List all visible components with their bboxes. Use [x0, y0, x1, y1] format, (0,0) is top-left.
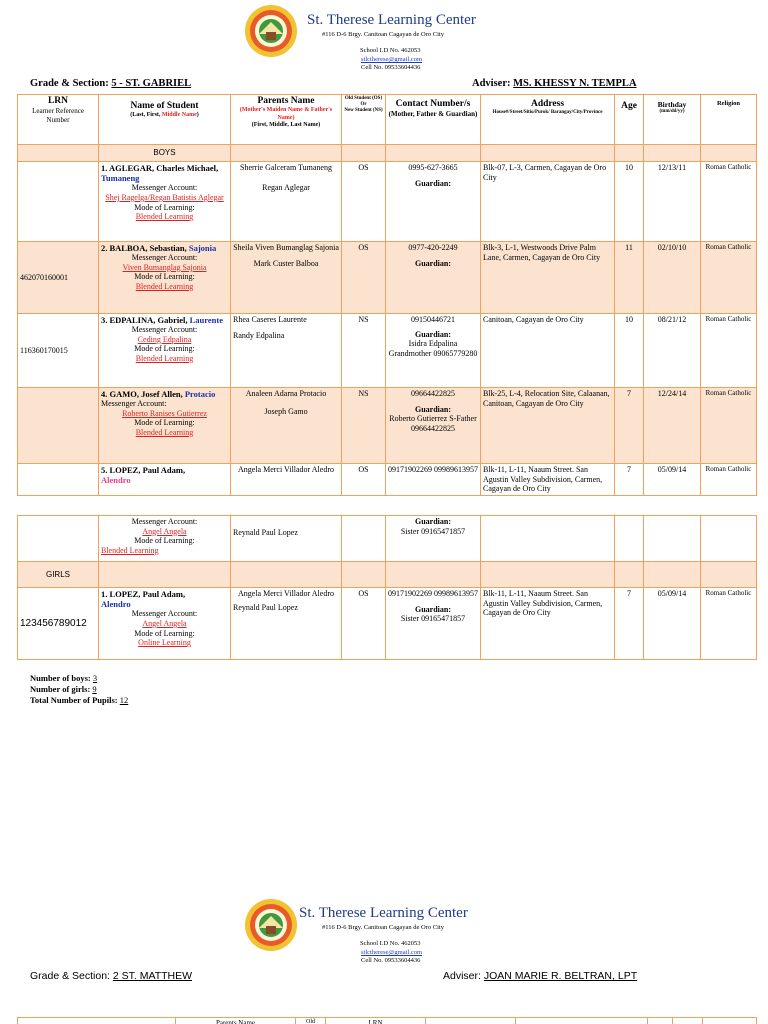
- grade-section-value-2: 2 ST. MATTHEW: [112, 970, 193, 982]
- student-table-page2: Parents Name Old LRN: [17, 1017, 757, 1024]
- messenger-link[interactable]: Angel Angela: [142, 526, 187, 536]
- table-row: 4. GAMO, Josef Allen, Protacio Messenger Account: Roberto Ranises Gutierrez Mode of Learning: Blended Learning Analeen Adarna Protacio Joseph Gamo NS 09664422825 Guardian: Roberto Gutierrez S-Father 09664422825 Blk-25, L-4, Relocation Site, Calaanan, Canitoan, Cagayan de Oro City 7 12/24/14 Roman Catholic: [18, 388, 757, 464]
- col-birthday: Birthday (mm/dd/yy): [644, 95, 701, 145]
- parents-cell: Angela Merci Villador Aledro Reynald Paul Lopez: [231, 588, 342, 660]
- parents-cell: Analeen Adarna Protacio Joseph Gamo: [231, 388, 342, 464]
- page2-header: [0, 894, 768, 964]
- school-cell: Cell No. 09533604436: [361, 957, 421, 964]
- lrn-cell: [18, 464, 99, 496]
- school-email-link[interactable]: stlctherese@gmail.com: [361, 949, 423, 956]
- student-table: [17, 94, 757, 496]
- table-row: 116360170015 3. EDPALINA, Gabriel, Laurente Messenger Account: Ceding Edpalina Mode of Learning: Blended Learning Rhea Caseres Laurente Randy Edpalina NS 09150446721 Guardian: Isidra Edpalina Grandmother 09065779280 Canitoan, Cagayan de Oro City 10 08/21/12 Roman Catholic: [18, 314, 757, 388]
- parents-cell: Sheila Viven Bumanglag Sajonia Mark Custer Balboa: [231, 242, 342, 314]
- boys-label: BOYS: [99, 145, 231, 162]
- student-table-continued: [17, 515, 757, 660]
- table-row: 462070160001 2. BALBOA, Sebastian, Sajonia Messenger Account: Viven Bumanglag Sajonia Mode of Learning: Blended Learning Sheila Viven Bumanglag Sajonia Mark Custer Balboa OS 0977-420-2249 Guardian: Blk-3, L-1, Westwoods Drive Palm Lane, Carmen, Cagayan de Oro City 11 02/10/10 Roman Catholic: [18, 242, 757, 314]
- col-lrn: LRN Learner Reference Number: [18, 95, 99, 145]
- student-cell: Messenger Account: Angel Angela Mode of Learning: Blended Learning: [99, 516, 231, 562]
- messenger-link[interactable]: Viven Bumanglag Sajonia: [122, 262, 207, 272]
- grade-section-label: Grade & Section:: [30, 78, 109, 89]
- page1-header: [0, 0, 768, 70]
- parents-cell: Angela Merci Villador Aledro: [231, 464, 342, 496]
- school-seal-logo: [244, 4, 298, 58]
- boys-count: Number of boys: 3: [30, 673, 98, 683]
- student-cell: 1. AGLEGAR, Charles Michael, Tumaneng Messenger Account: Shej Ragelga/Regan Batistis Aglegar Mode of Learning: Blended Learning: [99, 162, 231, 242]
- girls-label: GIRLS: [18, 562, 99, 588]
- messenger-link[interactable]: Shej Ragelga/Regan Batistis Aglegar: [105, 192, 224, 202]
- col-status: Old Student (OS) Or New Student (NS): [342, 95, 386, 145]
- col-name: Name of Student (Last, First, Middle Name): [99, 95, 231, 145]
- school-id: School I.D No. 462053: [360, 47, 421, 54]
- school-name: St. Therese Learning Center: [299, 905, 468, 921]
- student-cell: 2. BALBOA, Sebastian, Sajonia Messenger Account: Viven Bumanglag Sajonia Mode of Learning: Blended Learning: [99, 242, 231, 314]
- school-email-link[interactable]: stlctherese@gmail.com: [361, 56, 423, 63]
- lrn-cell: [18, 388, 99, 464]
- school-cell: Cell No. 09533604436: [361, 64, 421, 71]
- adviser-2: Adviser: JOAN MARIE R. BELTRAN, LPT: [443, 970, 638, 982]
- student-cell: 3. EDPALINA, Gabriel, Laurente Messenger Account: Ceding Edpalina Mode of Learning: Blended Learning: [99, 314, 231, 388]
- messenger-link[interactable]: Angel Angela: [142, 618, 187, 628]
- table-row: 1. AGLEGAR, Charles Michael, Tumaneng Messenger Account: Shej Ragelga/Regan Batistis Aglegar Mode of Learning: Blended Learning Sherrie Galceram Tumaneng Regan Aglegar OS 0995-627-3665 Guardian: Blk-07, L-3, Carmen, Cagayan de Oro City 10 12/13/11 Roman Catholic: [18, 162, 757, 242]
- girls-count: Number of girls: 9: [30, 684, 97, 695]
- lrn-cell: 462070160001: [18, 242, 99, 314]
- totals-block: [30, 673, 128, 706]
- grade-section-2: Grade & Section: 2 ST. MATTHEW: [30, 970, 193, 982]
- student-cell: 5. LOPEZ, Paul Adam, Alendro: [99, 464, 231, 496]
- school-address: #116 D-6 Brgy. Canitoan Cagayan de Oro City: [322, 924, 444, 931]
- adviser-label: Adviser:: [472, 78, 511, 89]
- col-religion: Religion: [701, 95, 757, 145]
- table-row: Messenger Account: Angel Angela Mode of Learning: Blended Learning Reynald Paul Lopez Guardian: Sister 09165471857: [18, 516, 757, 562]
- school-seal-logo: [244, 898, 298, 952]
- school-address: #116 D-6 Brgy. Canitoan Cagayan de Oro City: [322, 31, 444, 38]
- lrn-cell: 116360170015: [18, 314, 99, 388]
- section-row-girls: [18, 562, 757, 588]
- adviser: [472, 78, 637, 89]
- table-row: 5. LOPEZ, Paul Adam, Alendro Angela Merci Villador Aledro OS 09171902269 09989613957 Blk-11, L-11, Naaum Street. San Agustin Valley Subdivision, Carmen, Cagayan de Oro City 7 05/09/14 Roman Catholic: [18, 464, 757, 496]
- adviser-value-2: JOAN MARIE R. BELTRAN, LPT: [483, 970, 638, 982]
- adviser-value: MS. KHESSY N. TEMPLA: [513, 78, 637, 89]
- col-address: Address House#/Street/Sitio/Purok/ Barangay/City/Province: [481, 95, 615, 145]
- parents-cell: Sherrie Galceram Tumaneng Regan Aglegar: [231, 162, 342, 242]
- grade-section: [30, 78, 191, 89]
- student-cell: 1. LOPEZ, Paul Adam, Alendro Messenger Account: Angel Angela Mode of Learning: Online Learning: [99, 588, 231, 660]
- messenger-link[interactable]: Ceding Edpalina: [137, 334, 192, 344]
- lrn-cell: 123456789012: [18, 588, 99, 660]
- table-row: 123456789012 1. LOPEZ, Paul Adam, Alendro Messenger Account: Angel Angela Mode of Learning: Online Learning Angela Merci Villador Aledro Reynald Paul Lopez OS 09171902269 09989613957 Guardian: Sister 09165471857 Blk-11, L-11, Naaum Street. San Agustin Valley Subdivision, Carmen, Cagayan de Oro City 7 05/09/14 Roman Catholic: [18, 588, 757, 660]
- school-name: St. Therese Learning Center: [307, 12, 476, 28]
- total-count: Total Number of Pupils: 12: [30, 695, 129, 706]
- lrn-cell: [18, 162, 99, 242]
- messenger-link[interactable]: Roberto Ranises Gutierrez: [122, 408, 207, 418]
- grade-section-value: 5 - ST. GABRIEL: [111, 78, 192, 89]
- student-cell: 4. GAMO, Josef Allen, Protacio Messenger Account: Roberto Ranises Gutierrez Mode of Learning: Blended Learning: [99, 388, 231, 464]
- table-header-row: [18, 95, 757, 145]
- col-contact: Contact Number/s (Mother, Father & Guardian): [386, 95, 481, 145]
- parents-cell: Rhea Caseres Laurente Randy Edpalina: [231, 314, 342, 388]
- col-parents: Parents Name (Mother's Maiden Name & Father's Name) (First, Middle, Last Name): [231, 95, 342, 145]
- school-id: School I.D No. 462053: [360, 940, 421, 947]
- col-age: Age: [615, 95, 644, 145]
- section-row-boys: [18, 145, 757, 162]
